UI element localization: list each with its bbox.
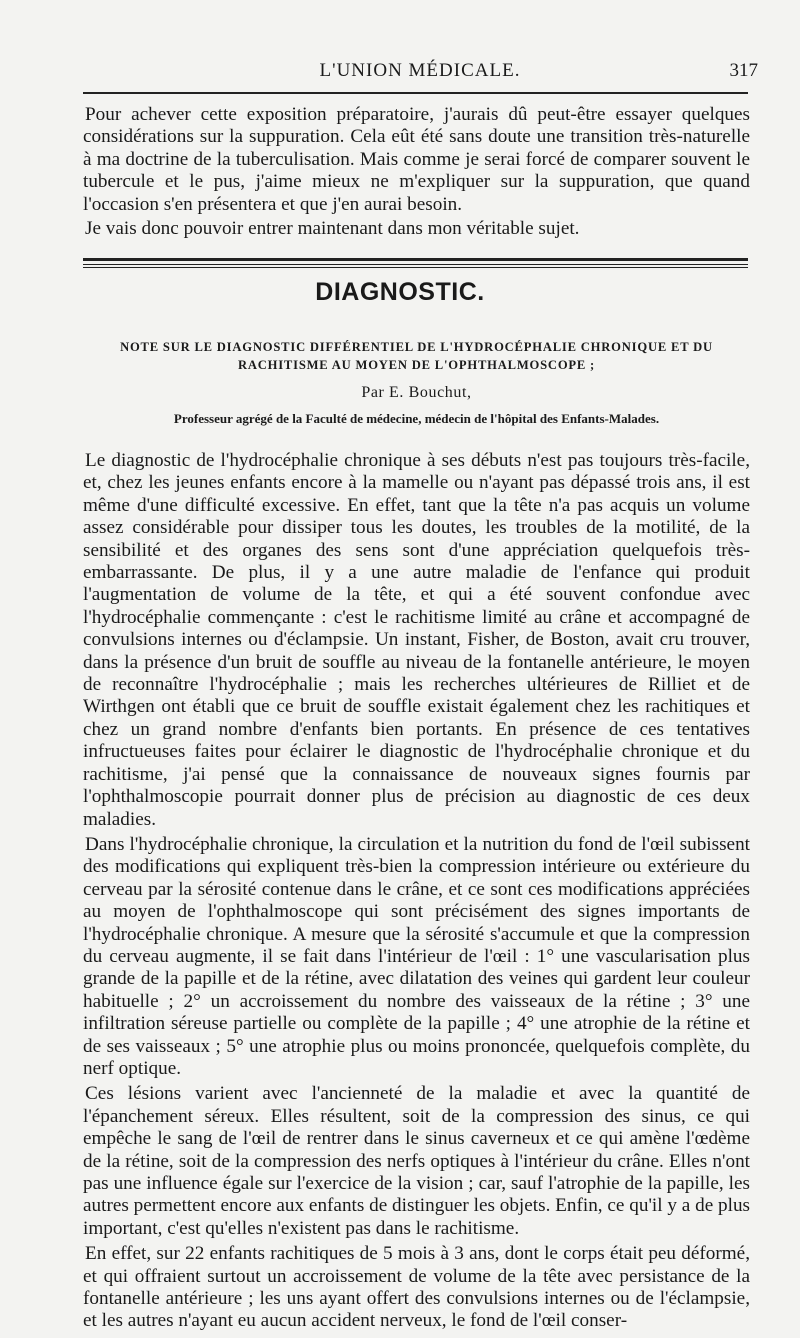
- body-paragraph: Dans l'hydrocéphalie chronique, la circulation et la nutrition du fond de l'œil subissent des modifications qui expliquent très-bien la compression intérieure ou extérieure du cerveau par la sérosité contenue dans le crâne, et ce sont ces modifications appréciées au moyen de l'ophthalmoscope qui sont précisément des signes importants de l'hydrocéphalie chronique. A mesure que la sérosité s'accumule et que la compression du cerveau augmente, il se fait dans l'intérieur de l'œil : 1° une vascularisation plus grande de la papille et de la rétine, avec dilatation des veines qui gardent leur couleur habituelle ; 2° un accroissement du nombre des vaisseaux de la rétine ; 3° une infiltration séreuse partielle ou complète de la papille ; 4° une atrophie de la rétine et de ses vaisseaux ; 5° une atrophie plus ou moins prononcée, quelquefois complète, du nerf optique.: [83, 833, 750, 1079]
- intro-text: [83, 104, 750, 240]
- page-header: [80, 58, 760, 88]
- author-byline: Par E. Bouchut,: [361, 384, 472, 401]
- intro-paragraph: Je vais donc pouvoir entrer maintenant dans mon véritable sujet.: [85, 218, 580, 240]
- body-paragraph: Ces lésions varient avec l'ancienneté de la maladie et avec la quantité de l'épanchement séreux. Elles résultent, soit de la compression des sinus, ce qui empêche le sang de l'œil de rentrer dans le sinus caverneux et ce qui amène l'œdème de la rétine, soit de la compression des nerfs optiques à l'intérieur du crâne. Elles n'ont pas une influence égale sur l'exercice de la vision ; car, sauf l'atrophie de la papille, les autres permettent encore aux enfants de distinguer les objets. Enfin, ce qu'il y a de plus important, c'est qu'elles n'existent pas dans le rachitisme.: [83, 1083, 750, 1239]
- section-title: DIAGNOSTIC.: [315, 278, 485, 306]
- body-paragraph: Le diagnostic de l'hydrocéphalie chronique à ses débuts n'est pas toujours très-facile, et, chez les jeunes enfants encore à la mamelle ou n'ayant pas dépassé trois ans, il est même d'une difficulté excessive. En effet, tant que la tête n'a pas acquis un volume assez considérable pour dissiper tous les doutes, les troubles de la motilité, de la sensibilité et des organes des sens sont d'une appréciation quelquefois très-embarrassante. De plus, il y a une autre maladie de l'enfance qui produit l'augmentation de volume de la tête, et qui a été souvent confondue avec l'hydrocéphalie commençante : c'est le rachitisme limité au crâne et accompagné de convulsions internes ou d'éclampsie. Un instant, Fisher, de Boston, avait cru trouver, dans la présence d'un bruit de souffle au niveau de la fontanelle antérieure, le moyen de reconnaître l'hydrocéphalie ; mais les recherches ultérieures de Rilliet et de Wirthgen ont établi que ce bruit de souffle existait également chez les rachitiques et chez un grand nombre d'enfants bien portants. En présence de ces tentatives infructueuses faites pour éclairer le diagnostic de l'hydrocéphalie chronique et du rachitisme, j'ai pensé que la connaissance de nouveaux signes fournis par l'ophthalmoscopie pourrait donner plus de précision au diagnostic de ces deux maladies.: [83, 450, 750, 830]
- article-body: [83, 450, 750, 1336]
- header-rule: [83, 92, 748, 94]
- intro-paragraph: Pour achever cette exposition préparatoire, j'aurais dû peut-être essayer quelques considérations sur la suppuration. Cela eût été sans doute une transition très-naturelle à ma doctrine de la tuberculisation. Mais comme je serai forcé de comparer souvent le tubercule et le pus, j'aime mieux ne m'expliquer sur la suppuration, que quand l'occasion s'en présentera et que j'en aurai besoin.: [83, 104, 750, 215]
- page-number: 317: [729, 60, 758, 81]
- body-paragraph: En effet, sur 22 enfants rachitiques de 5 mois à 3 ans, dont le corps était peu déformé, et qui offraient surtout un accroissement de volume de la tête avec persistance de la fontanelle antérieure ; les uns ayant offert des convulsions internes ou de l'éclampsie, et les autres n'ayant eu aucun accident nerveux, le fond de l'œil conser-: [83, 1243, 750, 1332]
- author-affiliation: Professeur agrégé de la Faculté de médecine, médecin de l'hôpital des Enfants-Malades.: [173, 411, 660, 426]
- running-title: L'UNION MÉDICALE.: [319, 60, 521, 81]
- section-rule: [83, 258, 748, 261]
- section-rule: [83, 267, 748, 268]
- section-rule: [83, 264, 748, 265]
- article-title: NOTE SUR LE DIAGNOSTIC DIFFÉRENTIEL DE L'HYDROCÉPHALIE CHRONIQUE ET DU RACHITISME AU MOYEN DE L'OPHTHALMOSCOPE ;: [120, 340, 713, 372]
